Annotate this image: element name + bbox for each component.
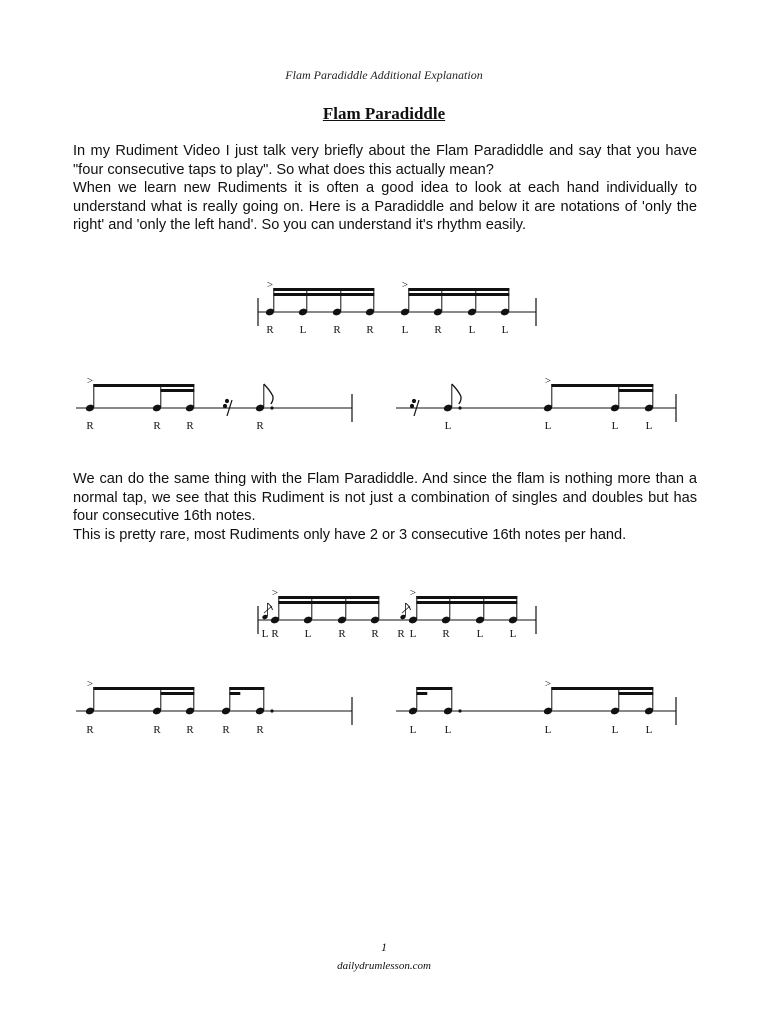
rest-dot bbox=[223, 404, 227, 408]
note-flag bbox=[452, 384, 461, 404]
sticking-label: R bbox=[186, 420, 194, 432]
accent-mark: > bbox=[409, 587, 417, 599]
sticking-label: R bbox=[442, 628, 450, 640]
sticking-label: L bbox=[645, 724, 653, 736]
accent-mark: > bbox=[401, 279, 409, 291]
sticking-label: L bbox=[468, 324, 476, 336]
accent-mark: > bbox=[544, 375, 552, 387]
dot bbox=[270, 709, 273, 712]
sticking-label: L bbox=[645, 420, 653, 432]
sticking-label: R bbox=[86, 420, 94, 432]
sticking-label: L bbox=[444, 724, 452, 736]
sticking-label: L bbox=[444, 420, 452, 432]
paradiddle-right-hand-staff bbox=[76, 375, 352, 432]
sticking-label: R bbox=[256, 724, 264, 736]
grace-label: L bbox=[261, 628, 269, 640]
grace-note-slash bbox=[264, 606, 272, 613]
beam bbox=[416, 601, 517, 604]
sticking-label: R bbox=[186, 724, 194, 736]
sticking-label: L bbox=[476, 628, 484, 640]
beam bbox=[160, 389, 194, 392]
paradiddle-left-hand-staff bbox=[396, 375, 676, 432]
sticking-label: L bbox=[611, 420, 619, 432]
beam bbox=[160, 692, 194, 695]
sticking-label: L bbox=[611, 724, 619, 736]
beam bbox=[551, 384, 653, 387]
sticking-label: L bbox=[501, 324, 509, 336]
flam-text-2: This is pretty rare, most Rudiments only have 2 or 3 consecutive 16th notes per hand. bbox=[73, 526, 627, 543]
rest-dot bbox=[225, 399, 229, 403]
sticking-label: R bbox=[371, 628, 379, 640]
partial-beam bbox=[229, 692, 240, 695]
sticking-label: R bbox=[153, 420, 161, 432]
dot bbox=[458, 709, 461, 712]
sticking-label: R bbox=[266, 324, 274, 336]
flam-paradiddle-staff bbox=[258, 587, 536, 640]
sticking-label: R bbox=[256, 420, 264, 432]
beam bbox=[551, 687, 653, 690]
sticking-label: L bbox=[299, 324, 307, 336]
accent-mark: > bbox=[86, 375, 94, 387]
accent-mark: > bbox=[271, 587, 279, 599]
flam-right-hand-staff bbox=[76, 678, 352, 736]
beam bbox=[408, 293, 509, 296]
grace-note-slash bbox=[402, 606, 410, 613]
dot bbox=[458, 406, 461, 409]
beam bbox=[273, 293, 374, 296]
sticking-label: R bbox=[153, 724, 161, 736]
dot bbox=[270, 406, 273, 409]
sticking-label: R bbox=[434, 324, 442, 336]
running-header: Flam Paradiddle Additional Explanation bbox=[285, 68, 483, 82]
sticking-label: R bbox=[222, 724, 230, 736]
sticking-label: L bbox=[409, 724, 417, 736]
intro-text-2: When we learn new Rudiments it is often a good idea to look at each hand individually to understand what is really going on. Here is a Paradiddle and below it are notations of 'only the right' and 'only the left hand'. So you can understand it's rhythm easily. bbox=[73, 180, 697, 234]
beam bbox=[416, 687, 452, 690]
sticking-label: L bbox=[401, 324, 409, 336]
beam bbox=[618, 389, 653, 392]
flam-text-1: We can do the same thing with the Flam Paradiddle. And since the flam is nothing more than a normal tap, we see that this Rudiment is not just a combination of singles and doubles but has four consecutive 16th notes. bbox=[73, 471, 697, 525]
sticking-label: L bbox=[544, 420, 552, 432]
intro-text-1: In my Rudiment Video I just talk very briefly about the Flam Paradiddle and say that you have "four consecutive taps to play". So what does this actually mean? bbox=[73, 143, 697, 178]
sticking-label: L bbox=[304, 628, 312, 640]
accent-mark: > bbox=[86, 678, 94, 690]
beam bbox=[93, 384, 194, 387]
website-footer: dailydrumlesson.com bbox=[337, 960, 431, 972]
note-flag bbox=[264, 384, 273, 404]
sticking-label: R bbox=[271, 628, 279, 640]
paradiddle-staff bbox=[258, 279, 536, 336]
rest-dot bbox=[412, 399, 416, 403]
beam bbox=[278, 596, 379, 599]
sticking-label: R bbox=[338, 628, 346, 640]
sticking-label: R bbox=[366, 324, 374, 336]
beam bbox=[278, 601, 379, 604]
sticking-label: R bbox=[86, 724, 94, 736]
beam bbox=[229, 687, 264, 690]
page-title: Flam Paradiddle bbox=[322, 104, 446, 123]
rest-dot bbox=[410, 404, 414, 408]
beam bbox=[93, 687, 194, 690]
accent-mark: > bbox=[266, 279, 274, 291]
page-number: 1 bbox=[381, 940, 387, 954]
beam bbox=[618, 692, 653, 695]
flam-left-hand-staff bbox=[396, 678, 676, 736]
grace-label: R bbox=[397, 628, 405, 640]
beam bbox=[273, 288, 374, 291]
partial-beam bbox=[416, 692, 427, 695]
beam bbox=[416, 596, 517, 599]
sticking-label: R bbox=[333, 324, 341, 336]
accent-mark: > bbox=[544, 678, 552, 690]
beam bbox=[408, 288, 509, 291]
sticking-label: L bbox=[544, 724, 552, 736]
sticking-label: L bbox=[509, 628, 517, 640]
sticking-label: L bbox=[409, 628, 417, 640]
